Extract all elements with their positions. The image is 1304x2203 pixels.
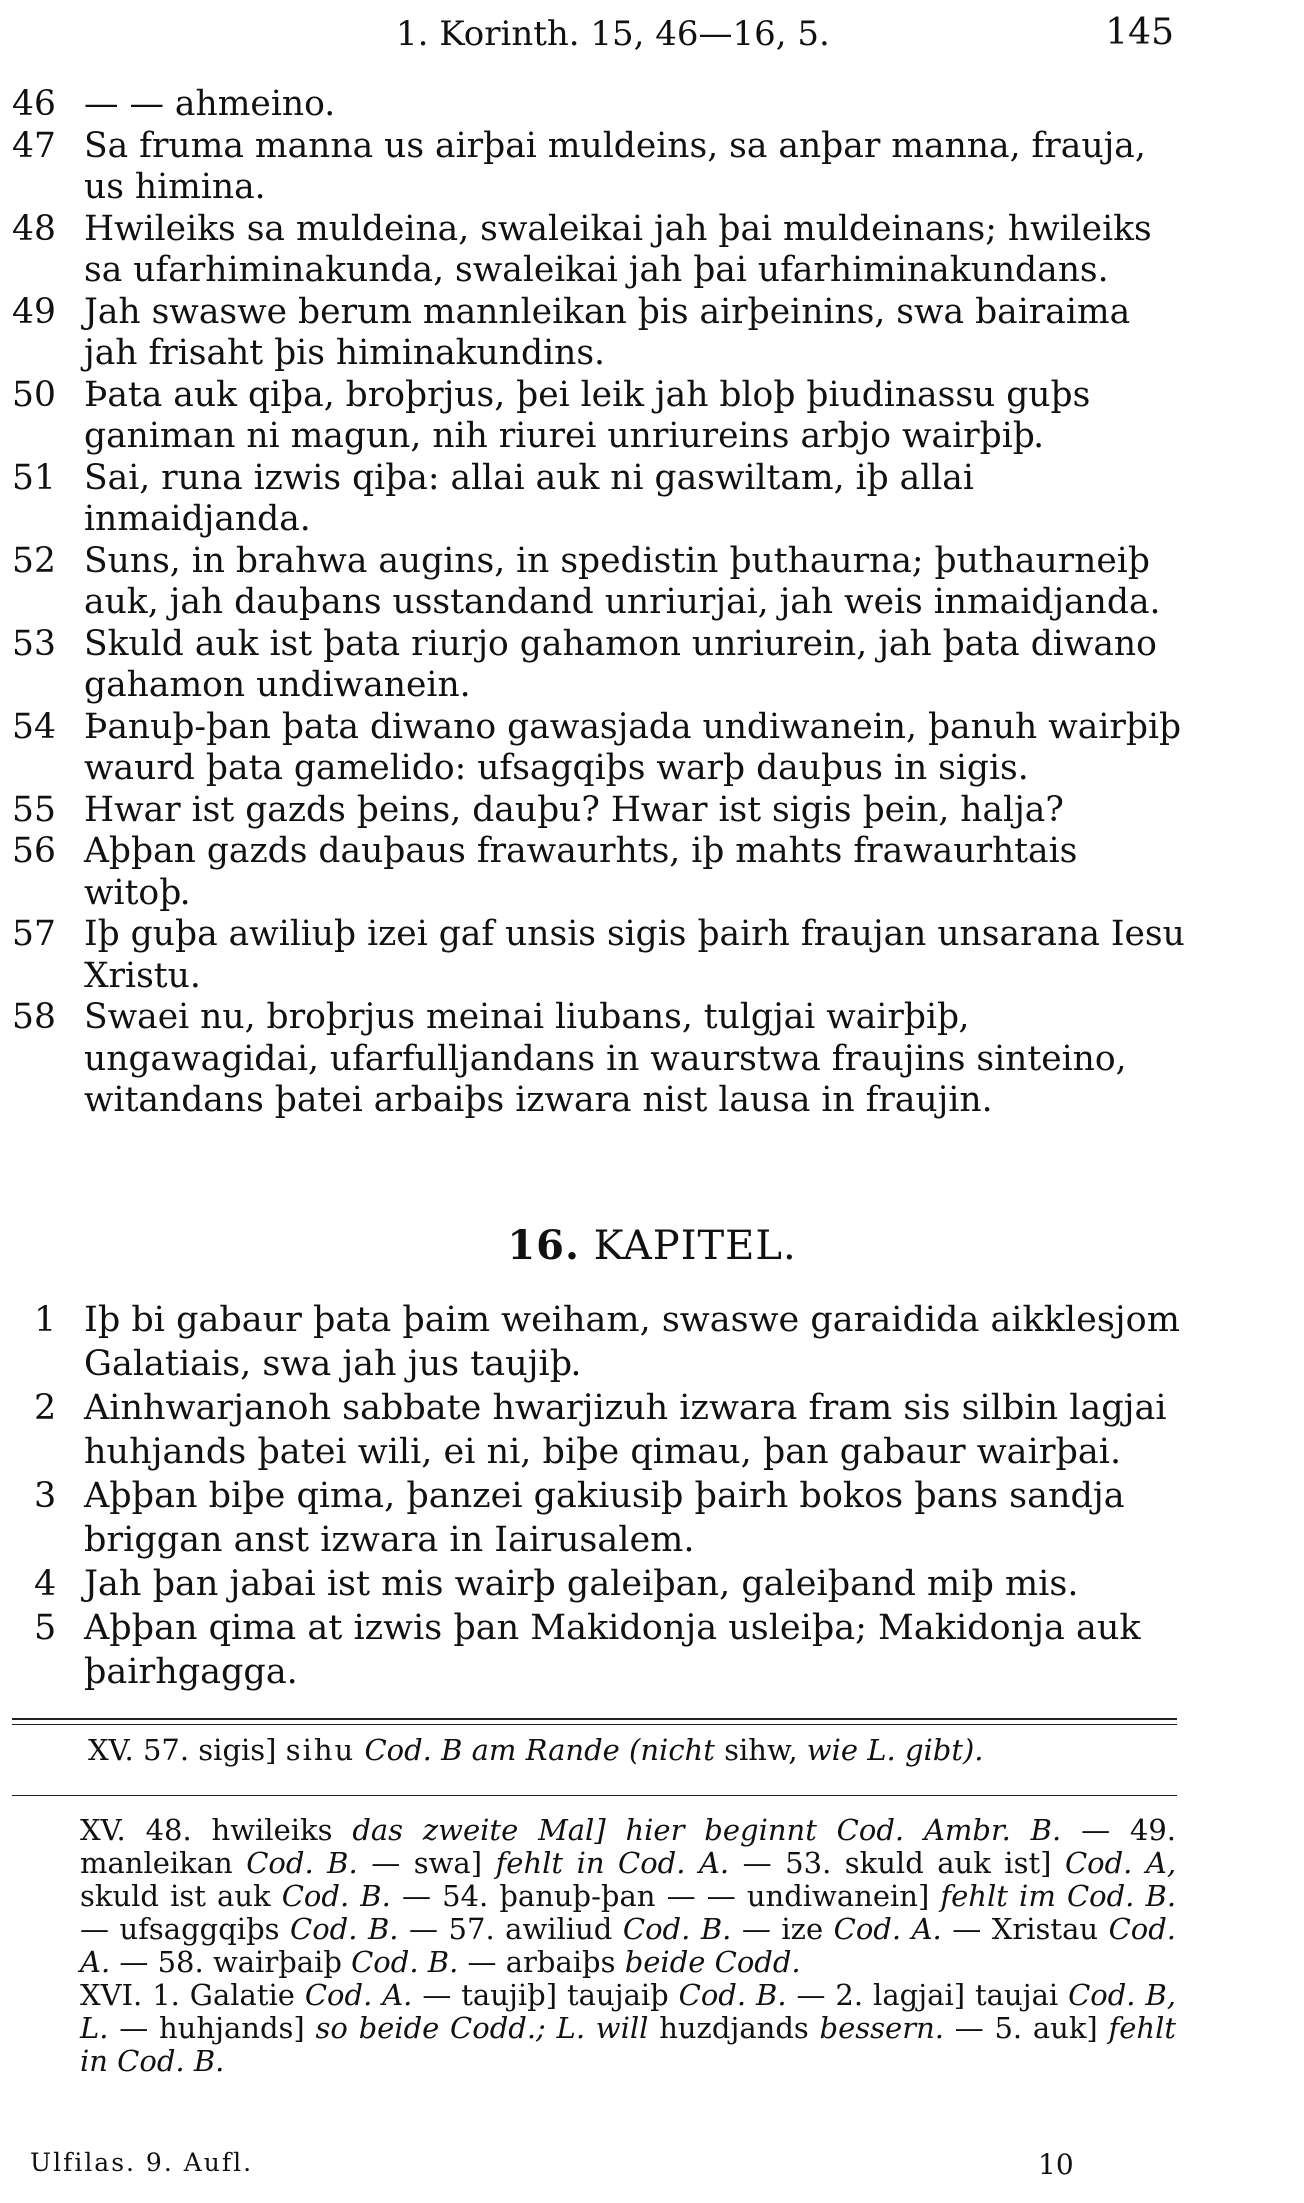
verse-number: 57 [12, 914, 56, 954]
chapter-label: KAPITEL. [593, 1223, 797, 1269]
apparatus-codex: Cod. B. [246, 1846, 358, 1880]
verse-text: Sai, runa izwis qiþa: allai auk ni gaswiltam, iþ allai inmaidjanda. [84, 457, 974, 539]
verse-number: 51 [12, 457, 56, 498]
apparatus-note: fehlt in Cod. A. [495, 1846, 730, 1880]
verse-number: 54 [12, 706, 56, 747]
verse-text: Aþþan biþe qima, þanzei gakiusiþ þairh bokos þans sandja briggan anst izwara in Iairusalem. [84, 1476, 1125, 1560]
apparatus-codex: Cod. A. [80, 1912, 1177, 1979]
printer-signature: Ulfilas. 9. Aufl. [30, 2148, 254, 2177]
verse-16-5 [34, 1606, 1184, 1694]
verse-text: Ainhwarjanoh sabbate hwarjizuh izwara fram sis silbin lagjai huhjands þatei wili, ei ni, biþe qimau, þan gabaur wairþai. [84, 1388, 1167, 1472]
verse-number: 56 [12, 831, 56, 871]
verse-text: Jah swaswe berum mannleikan þis airþeinins, swa bairaima jah frisaht þis himinakundins. [84, 291, 1131, 373]
verse-text: Suns, in brahwa augins, in spedistin þuthaurna; þuthaurneiþ auk, jah dauþans usstandand unriurjai, jah weis inmaidjanda. [84, 540, 1161, 622]
verse-15-47 [12, 126, 1192, 209]
verse-15-50 [12, 375, 1192, 458]
apparatus-codex: Cod. B. [351, 1945, 459, 1979]
verse-number: 58 [12, 997, 56, 1037]
apparatus-text: — huhjands] [119, 2011, 305, 2045]
verse-text: Skuld auk ist þata riurjo gahamon unriurein, jah þata diwano gahamon undiwanein. [84, 623, 1157, 705]
apparatus-note: bessern. [819, 2011, 944, 2045]
apparatus-text: — 58. wairþaiþ [119, 1945, 342, 1979]
apparatus-text: — 54. þanuþ-þan — — undiwanein] [401, 1879, 930, 1913]
apparatus-text: skuld ist auk [80, 1879, 271, 1913]
apparatus-codex: Cod. B, L. [80, 1978, 1176, 2045]
footnote-rule-top-thin [12, 1724, 1177, 1725]
verse-number: 46 [12, 84, 56, 124]
critical-apparatus [16, 1814, 1176, 2078]
apparatus-text: — swa] [371, 1846, 483, 1880]
verse-16-1 [34, 1298, 1184, 1386]
verse-16-2 [34, 1386, 1184, 1474]
running-title: 1. Korinth. 15, 46—16, 5. [396, 14, 830, 54]
verse-15-53 [12, 624, 1192, 707]
verse-number: 5 [34, 1608, 57, 1648]
page-header [0, 8, 1304, 58]
verse-15-52 [12, 541, 1192, 624]
verse-number: 47 [12, 125, 56, 166]
apparatus-codex: Cod. B. [281, 1879, 391, 1913]
apparatus-codex: Cod. A. [304, 1978, 413, 2012]
footnote-alt: sihw, [724, 1733, 798, 1767]
page-number: 145 [1105, 12, 1174, 53]
sheet-number: 10 [1038, 2148, 1074, 2181]
verse-text: Aþþan qima at izwis þan Makidonja usleiþa; Makidonja auk þairhgagga. [84, 1608, 1141, 1692]
apparatus-text: — ufsaggqiþs [80, 1912, 280, 1946]
footnote-ref: XV. 57. sigis] [88, 1733, 277, 1767]
verse-text: Iþ guþa awiliuþ izei gaf unsis sigis þairh fraujan unsarana Iesu Xristu. [84, 914, 1185, 996]
apparatus-chapter-15 [16, 1814, 1176, 1979]
footnote-codex: Cod. B am Rande (nicht [364, 1733, 715, 1767]
verse-text: Sa fruma manna us airþai muldeins, sa anþar manna, frauja, us himina. [84, 125, 1146, 207]
verse-15-48 [12, 209, 1192, 292]
verse-15-58 [12, 997, 1192, 1122]
verse-15-46 [12, 84, 1192, 126]
apparatus-text: — 57. awiliud [409, 1912, 613, 1946]
verse-15-56 [12, 831, 1192, 914]
verse-number: 2 [34, 1388, 57, 1428]
chapter-16-verses [34, 1298, 1184, 1694]
chapter-number: 16. [507, 1222, 580, 1269]
verse-text: Swaei nu, broþrjus meinai liubans, tulgjai wairþiþ, ungawagidai, ufarfulljandans in waurstwa fraujins sinteino, witandans þatei arbaiþs izwara nist lausa in fraujin. [84, 997, 1127, 1120]
apparatus-text: — 53. skuld auk ist] [742, 1846, 1052, 1880]
footnote-tail: wie L. gibt). [806, 1733, 984, 1767]
verse-text: Hwar ist gazds þeins, dauþu? Hwar ist sigis þein, halja? [84, 789, 1064, 830]
apparatus-codex: Cod. B. [290, 1912, 399, 1946]
apparatus-text: XVI. 1. Galatie [80, 1978, 295, 2012]
apparatus-text: — Xristau [952, 1912, 1099, 1946]
verse-text: Þanuþ-þan þata diwano gawasjada undiwanein, þanuh wairþiþ waurd þata gamelido: ufsagqiþs warþ dauþus in sigis. [84, 706, 1182, 788]
apparatus-text: huzdjands [659, 2011, 809, 2045]
apparatus-text: XV. 48. hwileiks [80, 1813, 333, 1847]
verse-text: Iþ bi gabaur þata þaim weiham, swaswe garaidida aikklesjom Galatiais, swa jah jus taujiþ. [84, 1300, 1180, 1384]
chapter-heading [0, 1222, 1304, 1269]
verse-15-54 [12, 707, 1192, 790]
verse-text: Þata auk qiþa, broþrjus, þei leik jah bloþ þiudinassu guþs ganiman ni magun, nih riurei unriureins arbjo wairþiþ. [84, 374, 1091, 456]
apparatus-note: fehlt im Cod. B. [940, 1879, 1177, 1913]
verse-15-51 [12, 458, 1192, 541]
verse-number: 52 [12, 540, 56, 581]
footnote-upper [88, 1732, 984, 1768]
page-footer [0, 2148, 1304, 2188]
verse-number: 50 [12, 374, 56, 415]
apparatus-note: fehlt in Cod. B. [80, 2011, 1177, 2078]
verse-text: — — ahmeino. [84, 84, 336, 124]
apparatus-text: — 5. auk] [954, 2011, 1098, 2045]
verse-text: Hwileiks sa muldeina, swaleikai jah þai muldeinans; hwileiks sa ufarhiminakunda, swaleikai jah þai ufarhiminakundans. [84, 208, 1152, 290]
apparatus-text: — arbaiþs [467, 1945, 616, 1979]
verse-number: 4 [34, 1564, 57, 1604]
footnote-rule-top [12, 1718, 1177, 1720]
verse-16-4 [34, 1562, 1184, 1606]
verse-15-57 [12, 914, 1192, 997]
apparatus-note: so beide Codd.; L. will [315, 2011, 649, 2045]
apparatus-text: — 49. manleikan [80, 1813, 1177, 1880]
verse-15-55 [12, 790, 1192, 832]
apparatus-text: — ize [741, 1912, 824, 1946]
apparatus-codex: Cod. B. [622, 1912, 732, 1946]
verse-number: 55 [12, 789, 56, 830]
apparatus-text: — 2. lagjai] taujai [796, 1978, 1059, 2012]
apparatus-note: das zweite Mal] hier beginnt Cod. Ambr. B. [352, 1813, 1062, 1847]
footnote-rule-bottom [12, 1795, 1177, 1796]
verse-16-3 [34, 1474, 1184, 1562]
apparatus-codex: Cod. A. [833, 1912, 942, 1946]
chapter-15-verses [12, 84, 1192, 1122]
verse-number: 1 [34, 1300, 57, 1340]
apparatus-codex: Cod. A, [1064, 1846, 1177, 1880]
verse-number: 48 [12, 208, 56, 249]
apparatus-note: beide Codd. [624, 1945, 801, 1979]
verse-15-49 [12, 292, 1192, 375]
verse-number: 3 [34, 1476, 57, 1516]
verse-text: Aþþan gazds dauþaus frawaurhts, iþ mahts frawaurhtais witoþ. [84, 831, 1078, 913]
verse-text: Jah þan jabai ist mis wairþ galeiþan, galeiþand miþ mis. [84, 1564, 1079, 1604]
apparatus-text: — taujiþ] taujaiþ [422, 1978, 669, 2012]
verse-number: 53 [12, 623, 56, 664]
footnote-word: sihu [285, 1733, 356, 1767]
apparatus-chapter-16 [16, 1979, 1176, 2078]
verse-number: 49 [12, 291, 56, 332]
apparatus-codex: Cod. B. [678, 1978, 787, 2012]
